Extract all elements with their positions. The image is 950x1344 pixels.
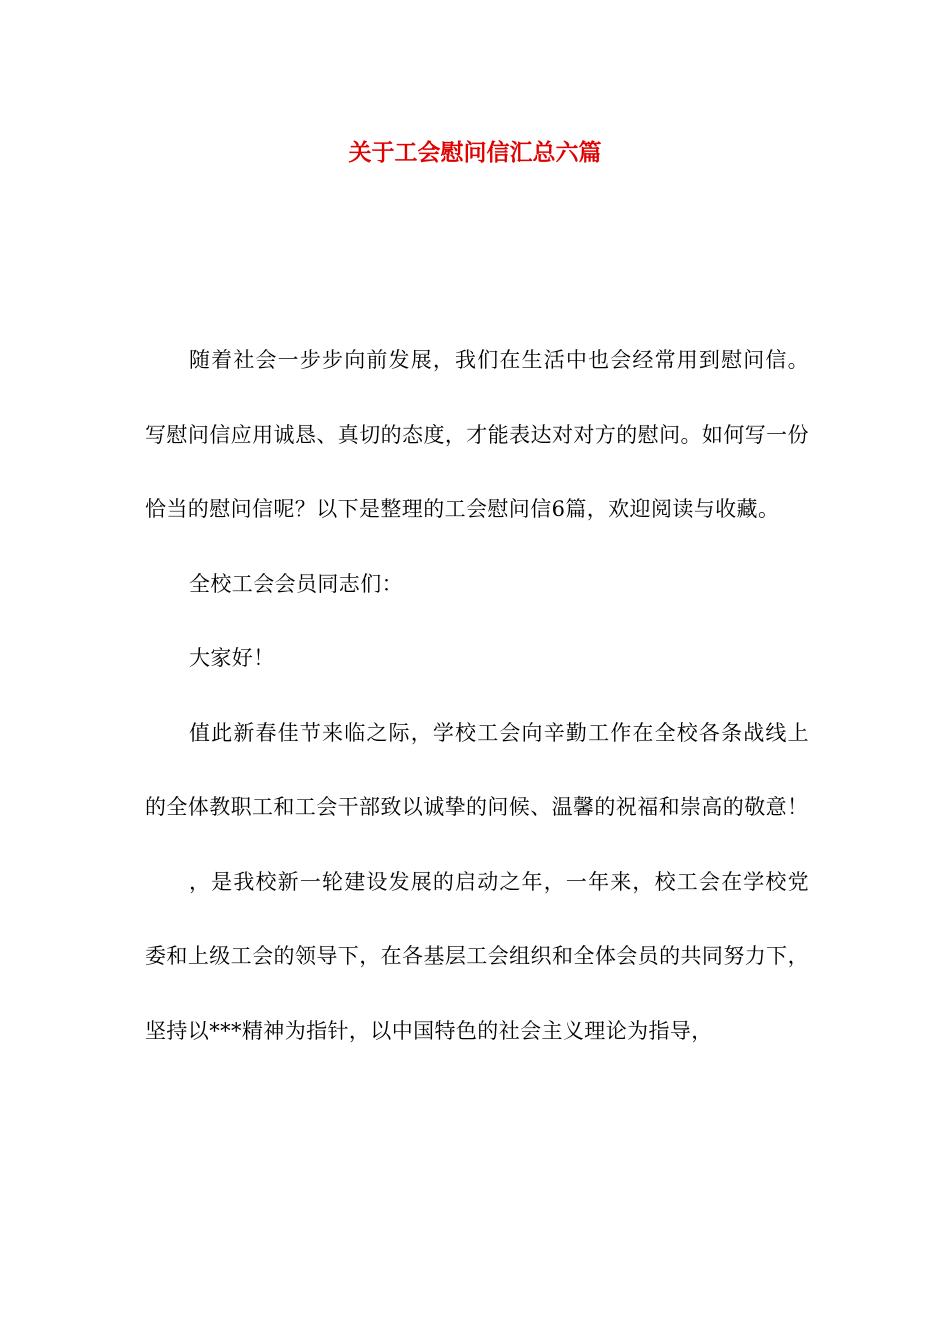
paragraph-salutation: 全校工会会员同志们： — [189, 571, 403, 596]
paragraph-new-year-wishes: 值此新春佳节来临之际，学校工会向辛勤工作在全校各条战线上的全体教职工和工会干部致以诚挚的问候、温馨的祝福和崇高的敬意！ — [145, 720, 809, 819]
paragraph-intro: 随着社会一步步向前发展，我们在生活中也会经常用到慰问信。写慰问信应用诚恳、真切的态度，才能表达对对方的慰问。如何写一份恰当的慰问信呢？以下是整理的工会慰问信6篇，欢迎阅读与收藏。 — [145, 348, 809, 521]
document-title: 关于工会慰问信汇总六篇 — [348, 140, 602, 166]
paragraph-year-review: ，是我校新一轮建设发展的启动之年，一年来，校工会在学校党委和上级工会的领导下，在各基层工会组织和全体会员的共同努力下，坚持以***精神为指针，以中国特色的社会主义理论为指导， — [145, 869, 809, 1043]
paragraph-greeting: 大家好！ — [189, 646, 275, 670]
document-body — [145, 323, 809, 1068]
